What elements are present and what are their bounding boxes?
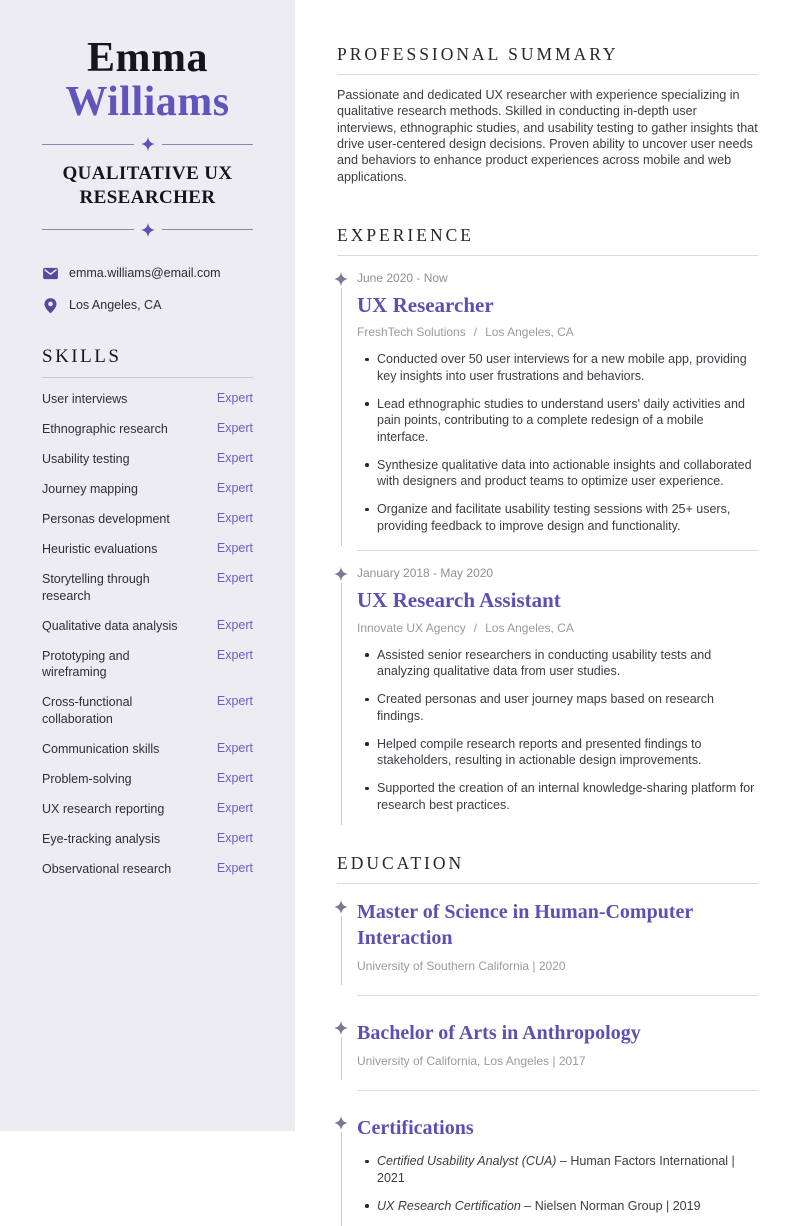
degree-title: Master of Science in Human-Computer Interaction [357, 901, 693, 950]
skill-name: UX research reporting [42, 801, 165, 816]
first-name: Emma [87, 35, 208, 81]
sidebar [0, 0, 295, 1131]
skill-row [42, 511, 253, 528]
job-bullet: Organize and facilitate usability testing sessions with 25+ users, providing feedback to improve design and functionality. [357, 501, 758, 534]
skill-level: Expert [216, 694, 253, 709]
contact-email: emma.williams@email.com [69, 266, 221, 281]
job-bullet: Created personas and user journey maps based on research findings. [357, 691, 758, 724]
timeline-sparkle-icon [334, 567, 348, 581]
contact-location-row [42, 297, 253, 314]
skill-name: Eye-tracking analysis [42, 831, 161, 846]
last-name: Williams [65, 79, 230, 126]
skill-name: Ethnographic research [42, 422, 168, 437]
entry-divider [357, 995, 758, 996]
skill-name: Heuristic evaluations [42, 542, 158, 557]
entry-divider [357, 1090, 758, 1091]
contact-block [42, 265, 253, 314]
job-location: Los Angeles, CA [485, 620, 574, 635]
skill-level: Expert [216, 481, 253, 496]
timeline-sparkle-icon [334, 272, 348, 286]
experience-heading: EXPERIENCE [337, 225, 758, 256]
certification-list [357, 1153, 758, 1214]
education-heading: EDUCATION [337, 853, 758, 884]
skill-level: Expert [216, 617, 253, 632]
job-meta [357, 325, 758, 339]
divider-line [162, 144, 254, 145]
divider-line [162, 229, 254, 230]
skill-name: Storytelling through research [42, 572, 150, 603]
skill-level: Expert [216, 391, 253, 406]
job-meta [357, 621, 758, 635]
sparkle-icon [141, 223, 155, 237]
certification-name: Certified Usability Analyst (CUA) [377, 1154, 557, 1169]
divider-ornament-top [42, 137, 253, 151]
job-title: QUALITATIVE UX RESEARCHER [62, 163, 233, 208]
job-bullet: Assisted senior researchers in conducting usability tests and analyzing qualitative data from user studies. [357, 647, 758, 680]
meta-separator: / [473, 620, 478, 635]
job-bullet: Synthesize qualitative data into actionable insights and collaborated with designers and product teams to optimize user experience. [357, 457, 758, 490]
skill-row [42, 771, 253, 788]
skill-level: Expert [216, 830, 253, 845]
contact-location: Los Angeles, CA [69, 298, 162, 313]
skill-level: Expert [216, 541, 253, 556]
skill-row [42, 451, 253, 468]
skill-level: Expert [216, 800, 253, 815]
skill-row [42, 861, 253, 878]
job-title: UX Researcher [357, 293, 494, 318]
divider-line [42, 229, 134, 230]
skill-level: Expert [216, 770, 253, 785]
skill-row [42, 618, 253, 635]
section-education [337, 853, 758, 1214]
section-summary [337, 44, 758, 185]
entry-divider [357, 550, 758, 551]
job-bullet: Lead ethnographic studies to understand users' daily activities and pain points, contributing to a complete redesign of a mobile interface. [357, 396, 758, 446]
skill-row [42, 694, 253, 727]
degree-title: Bachelor of Arts in Anthropology [357, 1022, 641, 1045]
skill-name: User interviews [42, 392, 128, 407]
skill-name: Qualitative data analysis [42, 618, 178, 633]
skills-list [42, 391, 253, 877]
job-dates: January 2018 - May 2020 [357, 566, 494, 581]
skill-name: Usability testing [42, 452, 130, 467]
skill-row [42, 421, 253, 438]
skill-level: Expert [216, 571, 253, 586]
certification-name: UX Research Certification [377, 1198, 521, 1213]
timeline-sparkle-icon [334, 900, 348, 914]
skill-name: Communication skills [42, 741, 160, 756]
timeline-sparkle-icon [334, 1021, 348, 1035]
divider-ornament-bottom [42, 223, 253, 237]
experience-entry [337, 566, 758, 813]
skill-level: Expert [216, 647, 253, 662]
contact-email-row [42, 265, 253, 282]
skill-row [42, 831, 253, 848]
job-company: Innovate UX Agency [357, 620, 466, 635]
job-bullets [357, 351, 758, 534]
skill-row [42, 801, 253, 818]
job-dates: June 2020 - Now [357, 271, 448, 286]
skill-row [42, 648, 253, 681]
envelope-icon [42, 265, 59, 282]
summary-heading: PROFESSIONAL SUMMARY [337, 44, 758, 75]
job-bullet: Helped compile research reports and presented findings to stakeholders, resulting in actionable design improvements. [357, 736, 758, 769]
section-experience [337, 225, 758, 813]
skill-name: Problem-solving [42, 771, 132, 786]
skill-name: Observational research [42, 861, 172, 876]
job-title: UX Research Assistant [357, 588, 561, 613]
skill-name: Cross-functional collaboration [42, 695, 133, 726]
sparkle-icon [141, 137, 155, 151]
skill-row [42, 541, 253, 558]
name-block [42, 36, 253, 124]
skill-level: Expert [216, 511, 253, 526]
main-content [295, 0, 800, 1213]
skill-row [42, 571, 253, 604]
education-entry [337, 899, 758, 973]
certifications-entry [337, 1115, 758, 1214]
skill-name: Personas development [42, 512, 170, 527]
experience-entry [337, 271, 758, 534]
meta-separator: / [473, 325, 478, 340]
job-bullet: Conducted over 50 user interviews for a new mobile app, providing key insights into user frustrations and behaviors. [357, 351, 758, 384]
degree-school-year: University of California, Los Angeles | 2017 [357, 1054, 586, 1069]
skill-name: Journey mapping [42, 482, 138, 497]
job-bullet: Supported the creation of an internal knowledge-sharing platform for research best practices. [357, 780, 758, 813]
skill-name: Prototyping and wireframing [42, 648, 130, 680]
skill-level: Expert [216, 860, 253, 875]
skills-heading: SKILLS [42, 346, 253, 378]
skill-row [42, 741, 253, 758]
skill-level: Expert [216, 421, 253, 436]
certification-detail: – Human Factors International | 2021 [377, 1154, 735, 1185]
education-entry [337, 1020, 758, 1068]
divider-line [42, 144, 134, 145]
certification-item [357, 1198, 758, 1215]
skill-row [42, 481, 253, 498]
summary-text: Passionate and dedicated UX researcher with experience specializing in qualitative research methods. Skilled in conducting in-depth user interviews, ethnographic studies, and usability testing to gather insights that drive user-centered design decisions. Proven ability to uncover user needs and behaviors to enhance product experiences across mobile and web applications. [337, 88, 758, 184]
timeline-sparkle-icon [334, 1116, 348, 1130]
job-company: FreshTech Solutions [357, 325, 466, 340]
skill-level: Expert [216, 740, 253, 755]
degree-school-year: University of Southern California | 2020 [357, 959, 566, 974]
certifications-title: Certifications [357, 1117, 474, 1140]
skill-row [42, 391, 253, 408]
certification-item [357, 1153, 758, 1186]
job-bullets [357, 647, 758, 814]
certification-detail: – Nielsen Norman Group | 2019 [520, 1198, 701, 1213]
job-location: Los Angeles, CA [485, 325, 574, 340]
location-pin-icon [42, 297, 59, 314]
skill-level: Expert [216, 451, 253, 466]
